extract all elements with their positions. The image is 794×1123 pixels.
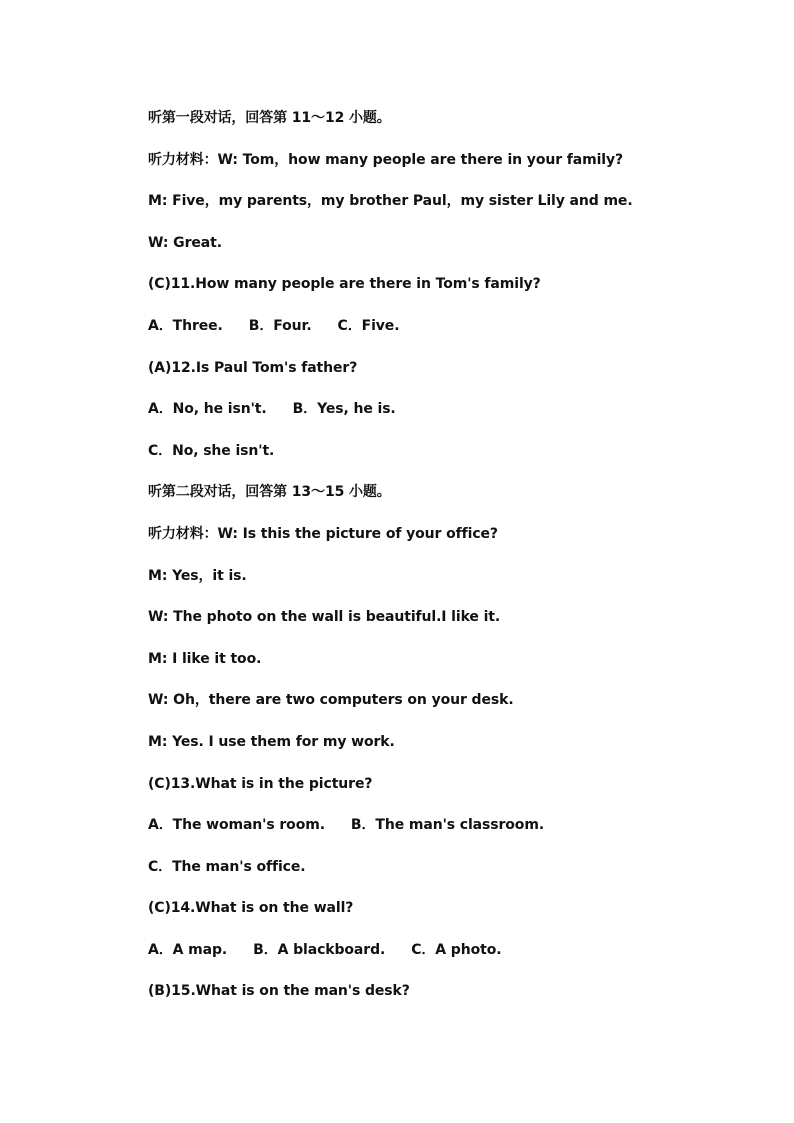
option-c: C．No, she isn't.	[148, 442, 275, 459]
section-heading-2: 听第二段对话，回答第 13～15 小题。	[148, 484, 391, 501]
dialogue-line: W: The photo on the wall is beautiful.I like it.	[148, 609, 501, 626]
options-14	[148, 940, 748, 960]
option-b: B．A blackboard.	[253, 941, 386, 958]
option-b: B．The man's classroom.	[350, 817, 545, 834]
options-13	[148, 815, 748, 835]
dialogue-line: 听力材料：W: Tom，how many people are there in your family?	[148, 151, 624, 168]
dialogue-line: M: Five，my parents，my brother Paul，my sister Lily and me.	[148, 193, 633, 210]
option-c: C．Five.	[337, 317, 400, 334]
question-13: (C)13.What is in the picture?	[148, 775, 373, 792]
dialogue-line: M: Yes，it is.	[148, 567, 247, 584]
dialogue-line: M: Yes. I use them for my work.	[148, 733, 395, 750]
option-c: C．A photo.	[411, 941, 502, 958]
dialogue-line: W: Oh，there are two computers on your desk.	[148, 692, 514, 709]
question-15: (B)15.What is on the man's desk?	[148, 983, 410, 1000]
option-a: A．No, he isn't.	[148, 401, 267, 418]
option-b: B．Four.	[248, 317, 312, 334]
option-c: C．The man's office.	[148, 858, 306, 875]
option-a: A．Three.	[148, 317, 223, 334]
option-b: B．Yes, he is.	[292, 401, 396, 418]
question-12: (A)12.Is Paul Tom's father?	[148, 359, 358, 376]
dialogue-line: W: Great.	[148, 234, 222, 251]
dialogue-line: 听力材料：W: Is this the picture of your office?	[148, 525, 498, 542]
question-11: (C)11.How many people are there in Tom's family?	[148, 276, 541, 293]
options-11	[148, 316, 748, 336]
options-12	[148, 399, 748, 419]
option-a: A．A map.	[148, 941, 228, 958]
section-heading-1: 听第一段对话，回答第 11～12 小题。	[148, 110, 391, 126]
question-14: (C)14.What is on the wall?	[148, 900, 354, 917]
option-a: A．The woman's room.	[148, 817, 325, 834]
document-page	[148, 108, 748, 1023]
dialogue-line: M: I like it too.	[148, 650, 262, 667]
